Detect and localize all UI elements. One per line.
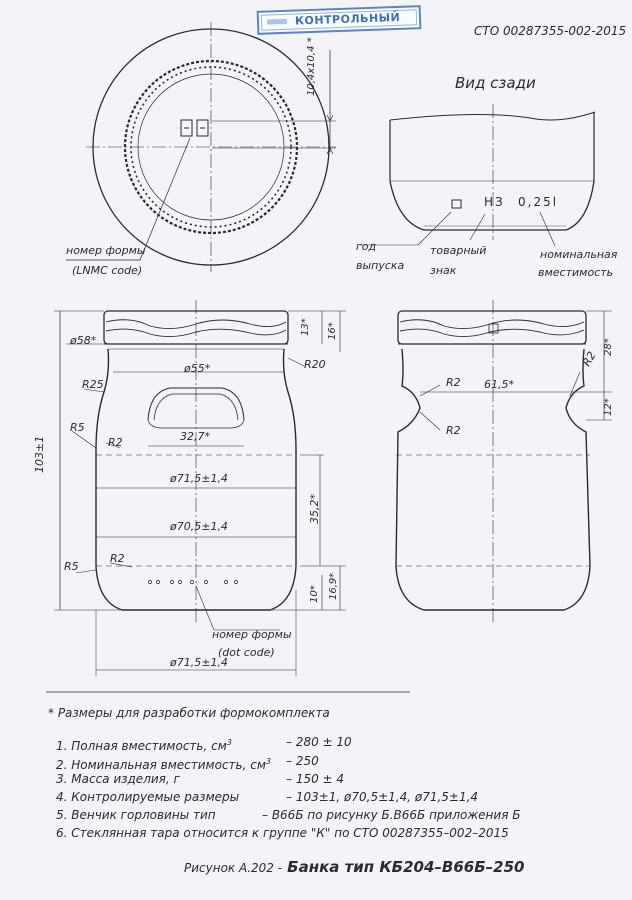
dim-d715-a: ø71,5±1,4 bbox=[170, 472, 228, 485]
note-1 bbox=[56, 734, 232, 755]
note-1-value: – 280 ± 10 bbox=[286, 735, 352, 749]
note-5: 5. Венчик горловины тип bbox=[56, 808, 216, 822]
dim-352: 35,2* bbox=[308, 494, 321, 524]
caption-prefix: Рисунок А.202 - bbox=[184, 861, 283, 875]
note-5-value: – В66Б по рисунку Б.В66Б приложения Б bbox=[262, 808, 521, 822]
dim-13: 13* bbox=[300, 318, 311, 336]
dim-16: 16* bbox=[327, 322, 338, 340]
emboss-volume: 0,25l bbox=[518, 195, 559, 209]
note-4-value: – 103±1, ø70,5±1,4, ø71,5±1,4 bbox=[286, 790, 479, 804]
side-view-drawing bbox=[396, 300, 612, 622]
rear-view-title: Вид сзади bbox=[455, 74, 536, 92]
radius-r5-top: R5 bbox=[70, 421, 85, 434]
dim-28: 28* bbox=[603, 338, 614, 356]
dim-12: 12* bbox=[603, 398, 614, 416]
radius-r25: R25 bbox=[82, 378, 104, 391]
dim-615: 61,5* bbox=[484, 378, 514, 391]
note-1-sup: 3 bbox=[226, 738, 232, 747]
note-2-label: 2. Номинальная вместимость, см bbox=[56, 758, 266, 772]
top-mold-code: (LNMC code) bbox=[72, 264, 143, 277]
label-trademark: товарный bbox=[430, 244, 487, 257]
dim-169: 16,9* bbox=[328, 572, 339, 600]
label-capacity: номинальная bbox=[540, 248, 618, 261]
label-year: год bbox=[356, 240, 377, 253]
dim-top-mark: 10,4х10,4 * bbox=[306, 37, 317, 96]
dim-d705: ø70,5±1,4 bbox=[170, 520, 228, 533]
radius-r2-c: R2 bbox=[580, 349, 599, 369]
figure-caption bbox=[184, 857, 524, 876]
label-year-2: выпуска bbox=[356, 259, 405, 272]
note-3-value: – 150 ± 4 bbox=[286, 772, 345, 786]
note-4: 4. Контролируемые размеры bbox=[56, 790, 240, 804]
caption-title: Банка тип КБ204–В66Б–250 bbox=[287, 858, 525, 876]
radius-r2-bottom: R2 bbox=[110, 552, 125, 565]
emboss-code: НЗ bbox=[484, 195, 505, 209]
note-1-label: 1. Полная вместимость, см bbox=[56, 739, 227, 753]
front-mold-code: (dot code) bbox=[218, 646, 275, 659]
front-view-drawing bbox=[54, 300, 346, 676]
radius-r2-b: R2 bbox=[446, 424, 461, 437]
footnote: * Размеры для разработки формокомплекта bbox=[48, 706, 330, 720]
note-6: 6. Стеклянная тара относится к группе "К" по СТО 00287355–002–2015 bbox=[56, 826, 509, 840]
note-2-sup: 3 bbox=[265, 757, 271, 766]
stamp-text: КОНТРОЛЬНЫЙ bbox=[294, 10, 401, 28]
top-mold-label: номер формы bbox=[66, 244, 146, 257]
note-2-value: – 250 bbox=[286, 754, 319, 768]
radius-r2-a: R2 bbox=[446, 376, 461, 389]
label-trademark-2: знак bbox=[430, 264, 457, 277]
dim-d55: ø55* bbox=[184, 362, 211, 375]
dim-height: 103±1 bbox=[33, 435, 46, 473]
radius-r5-bottom: R5 bbox=[64, 560, 79, 573]
front-mold-label: номер формы bbox=[212, 628, 292, 641]
note-3: 3. Масса изделия, г bbox=[56, 772, 180, 786]
dim-10: 10* bbox=[309, 585, 320, 603]
dim-d58: ø58* bbox=[70, 334, 97, 347]
dim-327: 32,7* bbox=[180, 430, 210, 443]
dim-d715-b: ø71,5±1,4 bbox=[170, 656, 228, 669]
radius-r2-left: R2 bbox=[108, 436, 123, 449]
label-capacity-2: вместимость bbox=[538, 266, 614, 279]
radius-r20: R20 bbox=[304, 358, 326, 371]
rear-view-drawing bbox=[360, 104, 595, 246]
top-view-drawing bbox=[66, 22, 336, 272]
standard-number: СТО 00287355-002-2015 bbox=[474, 24, 627, 38]
